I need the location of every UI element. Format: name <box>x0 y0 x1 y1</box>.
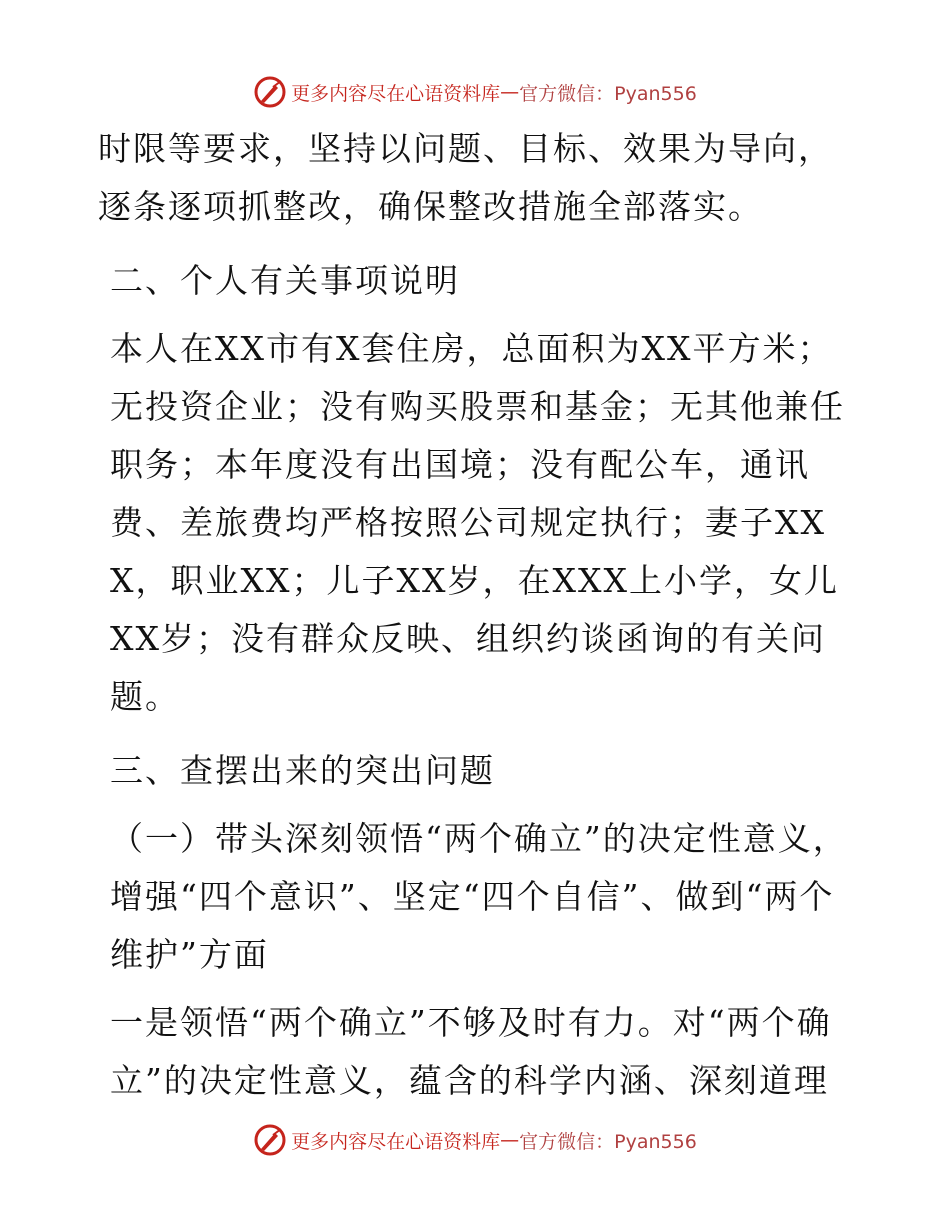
subsection-heading-1: （一）带头深刻领悟“两个确立”的决定性意义，增强“四个意识”、坚定“四个自信”、做到“两个维护”方面 <box>110 819 848 974</box>
footer-watermark <box>0 1120 950 1160</box>
pen-logo-icon <box>253 75 287 109</box>
paragraph-personal-matters: 本人在XX市有X套住房，总面积为XX平方米；无投资企业；没有购买股票和基金；无其他兼任职务；本年度没有出国境；没有配公车，通讯费、差旅费均严格按照公司规定执行；妻子XXX，职业XX；儿子XX岁，在XXX上小学，女儿XX岁；没有群众反映、组织约谈函询的有关问题。 <box>110 329 845 716</box>
document-body <box>98 120 858 1110</box>
header-contact-text: 官方微信：Pyan556 <box>519 82 697 105</box>
footer-site-text: 更多内容尽在心语资料库 <box>291 1130 501 1153</box>
section-heading-2: 二、个人有关事项说明 <box>110 261 460 300</box>
footer-dash: — <box>500 1129 520 1151</box>
section-heading-3: 三、查摆出来的突出问题 <box>110 751 495 790</box>
header-site-text: 更多内容尽在心语资料库 <box>291 82 501 105</box>
pen-logo-icon <box>253 1123 287 1157</box>
paragraph-continuation: 时限等要求，坚持以问题、目标、效果为导向，逐条逐项抓整改，确保整改措施全部落实。 <box>98 129 833 226</box>
footer-contact-text: 官方微信：Pyan556 <box>519 1130 697 1153</box>
header-watermark <box>0 72 950 112</box>
paragraph-issue-1: 一是领悟“两个确立”不够及时有力。对“两个确立”的决定性意义，蕴含的科学内涵、深刻道理 <box>110 1003 832 1100</box>
header-dash: — <box>500 81 520 103</box>
